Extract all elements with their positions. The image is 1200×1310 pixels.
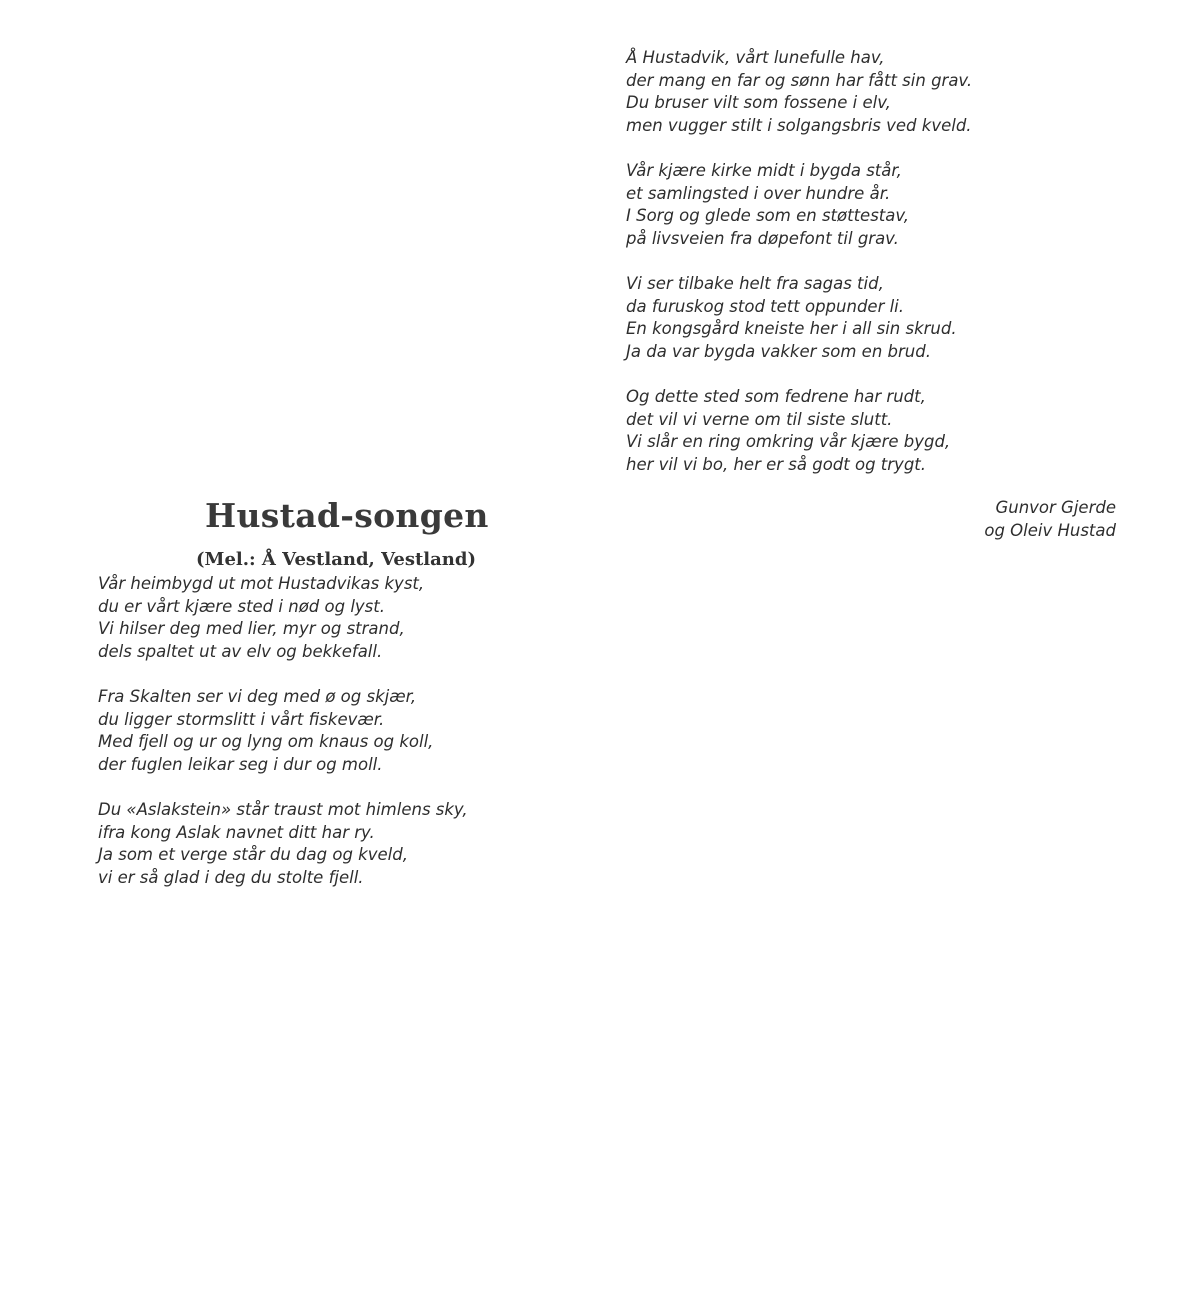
verse xyxy=(626,386,972,476)
verse-line: du ligger stormslitt i vårt fiskevær. xyxy=(98,709,385,729)
verse-line: Du bruser vilt som fossene i elv, xyxy=(626,93,891,113)
verse-line: Vi slår en ring omkring vår kjære bygd, xyxy=(626,432,951,452)
verse-line: I Sorg og glede som en støttestav, xyxy=(626,206,910,226)
verse-line: Vi ser tilbake helt fra sagas tid, xyxy=(626,273,884,293)
author-name: og Oleiv Hustad xyxy=(984,520,1116,540)
verse-line: ifra kong Aslak navnet ditt har ry. xyxy=(98,822,375,842)
verse-line: der mang en far og sønn har fått sin grav. xyxy=(626,70,973,90)
verse-line: Du «Aslakstein» står traust mot himlens sky, xyxy=(98,799,468,819)
verse-line: da furuskog stod tett oppunder li. xyxy=(626,296,905,316)
verse xyxy=(98,686,468,776)
verse-line: det vil vi verne om til siste slutt. xyxy=(626,409,893,429)
verse-line: et samlingsted i over hundre år. xyxy=(626,183,891,203)
verse-line: Vår kjære kirke midt i bygda står, xyxy=(626,160,902,180)
verse-line: Ja som et verge står du dag og kveld, xyxy=(98,845,408,865)
verse-line: Vår heimbygd ut mot Hustadvikas kyst, xyxy=(98,574,425,593)
verse-line: der fuglen leikar seg i dur og moll. xyxy=(98,754,383,774)
verse-line: du er vårt kjære sted i nød og lyst. xyxy=(98,596,385,616)
verse xyxy=(626,160,972,250)
verse-line: vi er så glad i deg du stolte fjell. xyxy=(98,867,364,887)
verse-line: Å Hustadvik, vårt lunefulle hav, xyxy=(626,48,885,67)
melody-note: (Mel.: Å Vestland, Vestland) xyxy=(196,549,476,570)
verse-line: Fra Skalten ser vi deg med ø og skjær, xyxy=(98,686,417,706)
verse-line: Ja da var bygda vakker som en brud. xyxy=(626,341,931,361)
verses-right-column xyxy=(626,47,972,476)
verse xyxy=(626,273,972,363)
verse-line: Med fjell og ur og lyng om knaus og koll, xyxy=(98,732,434,752)
verse xyxy=(98,573,468,663)
verse-line: her vil vi bo, her er så godt og trygt. xyxy=(626,454,927,474)
verse-line: En kongsgård kneiste her i all sin skrud. xyxy=(626,319,957,339)
verse xyxy=(98,799,468,889)
verse-line: men vugger stilt i solgangsbris ved kveld. xyxy=(626,115,972,135)
verses-left-column xyxy=(98,573,468,889)
author-credits xyxy=(984,497,1116,542)
verse-line: på livsveien fra døpefont til grav. xyxy=(626,228,899,248)
verse-line: Vi hilser deg med lier, myr og strand, xyxy=(98,619,405,639)
verse-line: Og dette sted som fedrene har rudt, xyxy=(626,386,926,406)
author-name: Gunvor Gjerde xyxy=(995,498,1116,517)
verse-line: dels spaltet ut av elv og bekkefall. xyxy=(98,641,383,661)
verse xyxy=(626,47,972,137)
song-title: Hustad-songen xyxy=(205,496,489,535)
